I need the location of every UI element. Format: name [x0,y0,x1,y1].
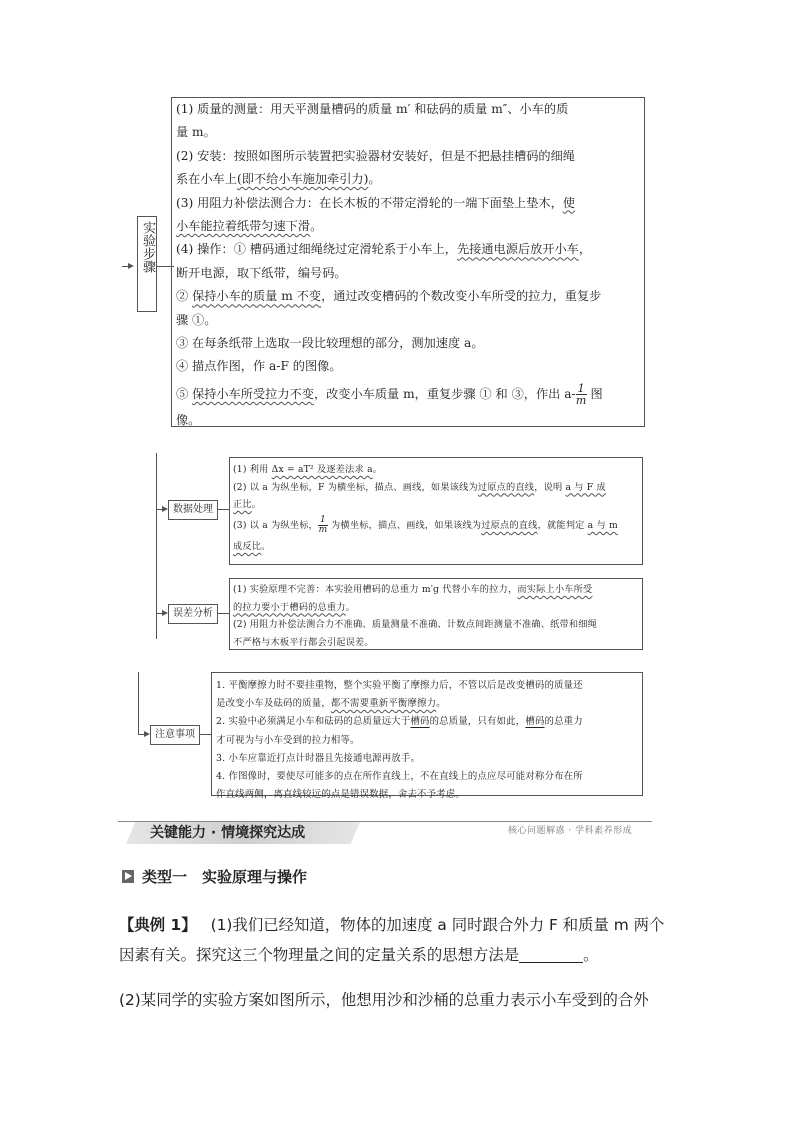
data-processing-d2-mid: ，说明 [534,481,566,493]
example-line-1 [119,913,664,937]
banner-right-text: 核心问题解惑 · 学科素养形成 [508,826,633,836]
data-processing-d2-pre: (2) 以 a 为纵坐标，F 为横坐标，描点、画线，如果该线为 [233,481,478,493]
data-processing-d3-wavy2: a 与 m [587,519,618,531]
step-2a: (2) 安装：按照如图所示装置把实验器材安装好，但是不把悬挂槽码的细绳 [176,148,575,163]
data-processing-d3-wavy: 过原点的直线 [481,519,538,531]
error-analysis-e1b-wavy: 的拉力要小于槽码的总重力 [233,601,346,613]
example-line-2 [119,943,599,967]
steps-s4a-post: ， [578,242,592,257]
arrow-icon [128,263,134,269]
step-5b: 骤 ①。 [176,312,217,327]
steps-s2b-post: 。 [368,172,381,187]
heading-marker-icon [122,870,134,883]
dp-line-3b [233,538,642,556]
data-processing-d1-wavy: Δx = aT² 及逐差法求 a [271,464,373,475]
data-processing-d3b-wavy: 成反比 [233,540,262,552]
step-4a [176,238,644,261]
steps-s5a-pre: ② [176,289,193,304]
step-8b: 像。 [176,412,201,427]
example-p2: (2)某同学的实验方案如图所示，他想用沙和沙桶的总重力表示小车受到的合外 [119,991,649,1009]
dp-line-3 [233,514,642,538]
data-processing-d3-mid: 为横坐标，描点、画线，如果该线为 [327,519,482,531]
steps-s2b-wavy: (即不给小车施加牵引力) [236,172,369,187]
ea-line-2b: 不严格与木板平行都会引起误差。 [233,636,374,648]
steps-s3a-wavy: 使 [562,195,575,210]
steps-content-box [171,97,645,427]
example-p1b-end: 。 [583,946,599,964]
banner-title: 关键能力 · 情境探究达成 [150,825,306,841]
ea-line-2a: (2) 用阻力补偿法测合力不准确、质量测量不准确、计数点间距测量不准确、纸带和细绳 [233,619,598,631]
step-7: ④ 描点作图，作 a-F 的图像。 [176,359,342,374]
step-3b [176,215,644,238]
error-analysis-e1-wavy: 而实际上小车所受 [517,584,593,595]
dp-line-2 [233,479,642,497]
data-processing-d3b-post: 。 [261,540,271,552]
step-6: ③ 在每条纸带上选取一段比较理想的部分，测加速度 a。 [176,336,484,351]
notes-n2a-pre: 2. 实验中必须满足小车和砝码的总质量远大于 [216,716,411,728]
notes-n2a-post: 的总重力 [544,716,583,728]
data-processing-d2b-wavy: 正比 [233,499,252,511]
notes-n2a-u1: 槽码 [410,716,430,728]
data-processing-d3-pre: (3) 以 a 为纵坐标， [233,519,318,531]
steps-s8-pre: ⑤ [176,386,193,401]
note-1a: 1. 平衡摩擦力时不要挂重物，整个实验平衡了摩擦力后，不管以后是改变槽码的质量还 [216,680,583,691]
data-processing-d2-wavy2: a 与 F 成 [565,481,606,493]
step-1a: (1) 质量的测量：用天平测量槽码的质量 m′ 和砝码的质量 m″、小车的质 [176,102,569,116]
notes-n1b-post: 。 [436,698,446,710]
note-4b: 作直线两侧，离直线较远的点是错误数据，舍去不予考虑。 [216,789,465,801]
step-5a [176,285,644,308]
steps-s8-den: m [575,393,587,407]
notes-n1b-wavy: 都不需要重新平衡摩擦力 [330,698,437,710]
step-3a [176,192,644,215]
step-4b: 断开电源，取下纸带，编号码。 [176,265,347,280]
note-3: 3. 小车应靠近打点计时器且先接通电源再放手。 [216,752,421,764]
steps-label: 实验步骤 [140,221,155,273]
steps-s2b-pre: 系在小车上 [176,172,237,187]
data-processing-d1-pre: (1) 利用 [233,464,272,475]
step-2b [176,168,644,191]
data-processing-d1-post: 。 [372,464,383,475]
steps-s8-post: 图 [586,386,603,401]
steps-s5a-wavy: 保持小车的质量 m 不变 [192,289,322,304]
step-8a [176,379,644,409]
steps-s4a-wavy: 先接通电源后放开小车 [456,242,579,257]
steps-s8-wavy: 保持小车所受拉力不变 [192,386,314,401]
example-p1a: (1)我们已经知道，物体的加速度 a 同时跟合外力 F 和质量 m 两个 [210,916,665,934]
error-analysis-e1b-post: 。 [345,601,356,613]
banner-rule [118,821,652,822]
steps-s8-num: 1 [577,381,585,395]
steps-s8-mid: ，改变小车质量 m，重复步骤 ① 和 ③，作出 a- [313,386,576,401]
notes-n2a-mid: 的总质量，只有如此， [429,716,526,728]
steps-s3a-pre: (3) 用阻力补偿法测合力：在长木板的不带定滑轮的一端下面垫上垫木， [176,195,563,210]
notes-label: 注意事项 [150,725,200,745]
step-1b: 量 m。 [176,125,216,140]
data-processing-d2-wavy: 过原点的直线 [477,481,535,493]
dp-line-2b [233,496,642,514]
note-4a: 4. 作图像时，要使尽可能多的点在所作直线上，不在直线上的点应尽可能对称分布在所 [216,771,583,783]
dp-content-box [229,457,643,565]
steps-s5a-post: ，通过改变槽码的个数改变小车所受的拉力，重复步 [321,289,602,304]
ea-line-1b [233,599,642,617]
data-processing-d2b-post: 。 [251,499,262,511]
ea-line-1 [233,581,642,599]
note-1b [216,695,642,713]
steps-s3b-post: 。 [310,219,323,234]
dp-label: 数据处理 [168,500,218,520]
note-2b: 才可视为与小车受到的拉力相等。 [216,734,360,746]
steps-label-box [137,216,157,312]
error-analysis-e1-pre: (1) 实验原理不完善：本实验用槽码的总重力 m′g 代替小车的拉力， [233,584,518,595]
steps-s4a-pre: (4) 操作：① 槽码通过细绳绕过定滑轮系于小车上， [176,242,457,257]
data-processing-d3-den: m [318,524,328,535]
steps-s3b-wavy: 小车能拉着纸带匀速下滑 [176,219,311,234]
notes-branch-line [138,672,139,734]
type-heading-text: 类型一 实验原理与操作 [142,868,308,886]
answer-blank[interactable] [519,946,583,963]
example-tag: 【典例 1】 [119,916,197,934]
notes-n1b-pre: 是改变小车及砝码的质量， [216,698,331,710]
example-p1b: 因素有关。探究这三个物理量之间的定量关系的思想方法是 [119,946,520,964]
ea-label: 误差分析 [168,604,218,624]
note-2a [216,713,642,731]
branch-line [156,453,157,639]
ea-content-box [229,578,643,650]
notes-n2a-u2: 槽码 [525,716,545,728]
data-processing-d3-num: 1 [319,514,326,525]
dp-line-1 [233,461,642,479]
data-processing-d3-mid2: ，就能判定 [537,519,588,531]
notes-content-box [211,672,643,801]
